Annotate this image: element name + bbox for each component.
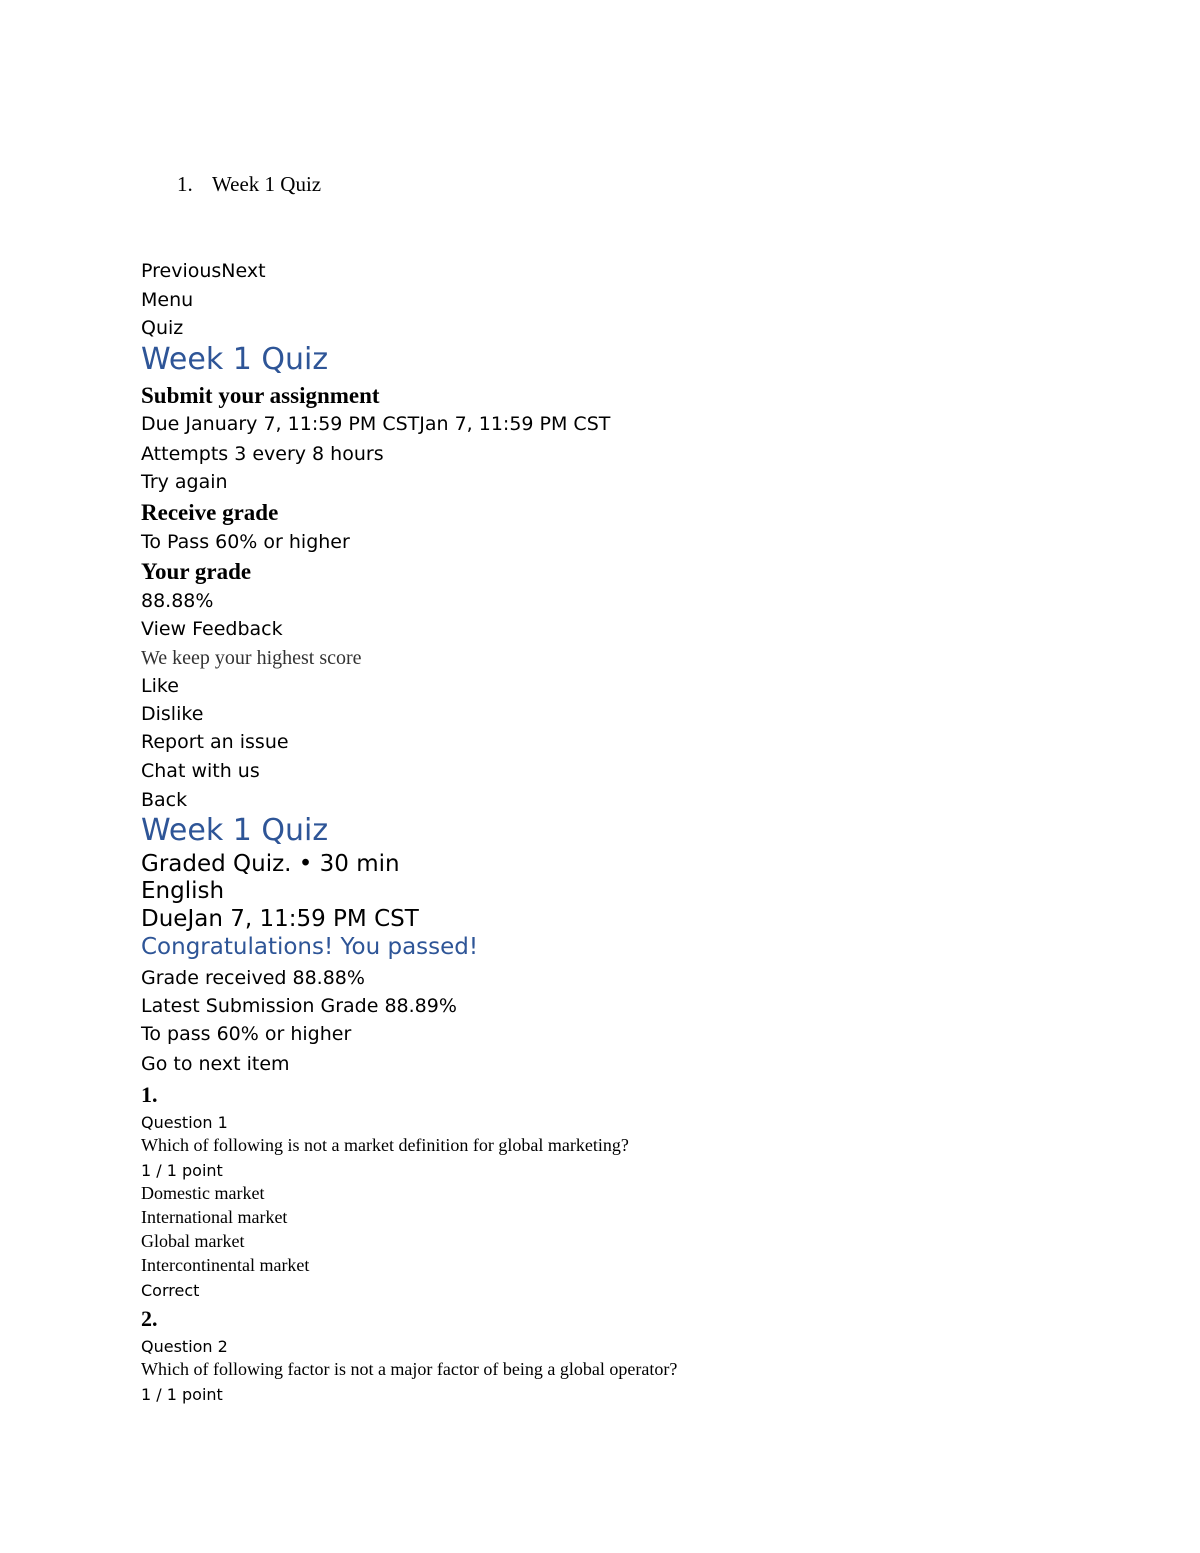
result-badge: Correct [141,1281,200,1300]
previous-link[interactable]: Previous [141,260,222,282]
try-again-button[interactable]: Try again [141,471,228,493]
highest-score-note: We keep your highest score [141,647,362,669]
next-item-button[interactable]: Go to next item [141,1053,290,1075]
question-points: 1 / 1 point [141,1385,223,1404]
report-issue-link[interactable]: Report an issue [141,731,289,753]
back-link[interactable]: Back [141,789,188,811]
question-text: Which of following factor is not a major factor of being a global operator? [141,1359,678,1379]
page-title: Week 1 Quiz [141,342,329,377]
dislike-button[interactable]: Dislike [141,703,204,725]
attempts-info: Attempts 3 every 8 hours [141,443,384,465]
your-grade-heading: Your grade [141,559,252,584]
quiz-type-duration: Graded Quiz. • 30 min [141,851,400,877]
view-feedback-link[interactable]: View Feedback [141,618,283,640]
pass-message: Congratulations! You passed! [141,934,479,960]
answer-option[interactable]: Intercontinental market [141,1255,310,1275]
chat-link[interactable]: Chat with us [141,760,260,782]
quiz-due: DueJan 7, 11:59 PM CST [141,906,419,932]
section-label: Quiz [141,317,184,339]
like-button[interactable]: Like [141,675,179,697]
question-text: Which of following is not a market definition for global marketing? [141,1135,629,1155]
quiz-title: Week 1 Quiz [141,813,329,848]
grade-received: Grade received 88.88% [141,967,365,989]
submit-heading: Submit your assignment [141,383,380,408]
question-label: Question 1 [141,1113,228,1132]
next-link[interactable]: Next [221,260,266,282]
breadcrumb-number: 1. [177,172,193,196]
grade-value: 88.88% [141,590,214,612]
answer-option[interactable]: International market [141,1207,288,1227]
to-pass-info: To Pass 60% or higher [141,531,350,553]
to-pass-requirement: To pass 60% or higher [141,1023,352,1045]
latest-submission-grade: Latest Submission Grade 88.89% [141,995,457,1017]
question-number: 1. [141,1082,158,1107]
question-number: 2. [141,1306,158,1331]
receive-grade-heading: Receive grade [141,500,279,525]
breadcrumb-label[interactable]: Week 1 Quiz [212,172,322,196]
answer-option[interactable]: Global market [141,1231,245,1251]
pager [141,260,266,282]
menu-link[interactable]: Menu [141,289,194,311]
answer-option[interactable]: Domestic market [141,1183,265,1203]
question-label: Question 2 [141,1337,228,1356]
breadcrumb[interactable] [177,172,321,197]
quiz-language[interactable]: English [141,878,225,904]
question-points: 1 / 1 point [141,1161,223,1180]
due-date: Due January 7, 11:59 PM CSTJan 7, 11:59 PM CST [141,413,611,435]
